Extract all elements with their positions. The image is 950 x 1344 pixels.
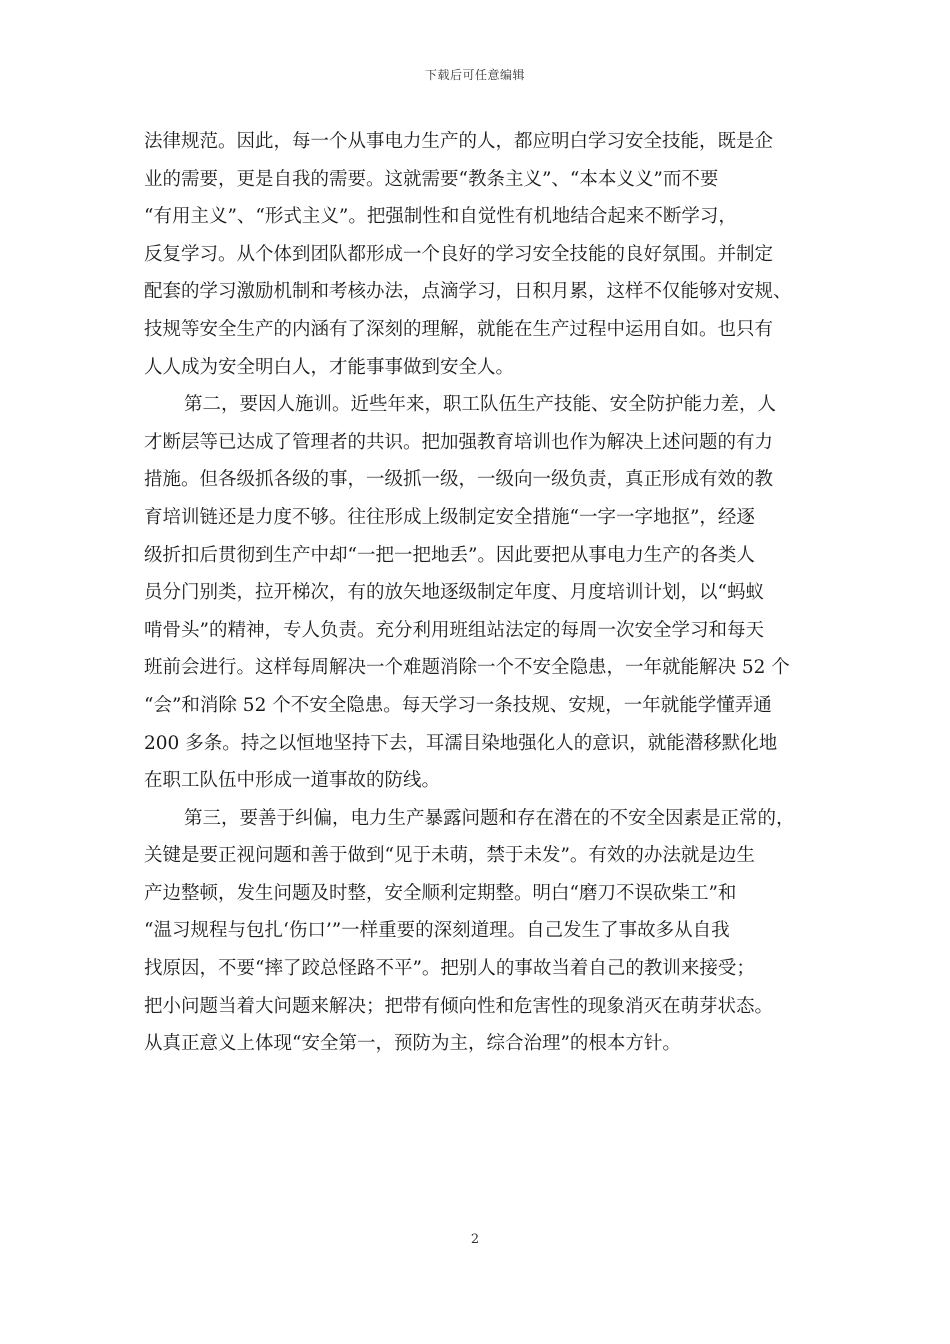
header-note: 下载后可任意编辑 (424, 68, 525, 82)
text-line: 员分门别类，拉开梯次，有的放矢地逐级制定年度、月度培训计划，以“蚂蚁 (144, 582, 764, 604)
text-line: 200 多条。持之以恒地坚持下去，耳濡目染地强化人的意识，就能潜移默化地 (144, 732, 778, 754)
text-line: 啃骨头”的精神，专人负责。充分利用班组站法定的每周一次安全学习和每天 (144, 619, 764, 641)
page-number: 2 (470, 1232, 480, 1247)
text-line: 找原因，不要“摔了跤总怪路不平”。把别人的事故当着自己的教训来接受； (144, 958, 755, 980)
paragraph-start-line: 第二，要因人施训。近些年来，职工队伍生产技能、安全防护能力差，人 (184, 394, 777, 416)
text-line: 反复学习。从个体到团队都形成一个良好的学习安全技能的良好氛围。并制定 (144, 243, 774, 265)
text-line: 才断层等已达成了管理者的共识。把加强教育培训也作为解决上述问题的有力 (144, 431, 774, 453)
text-line: 措施。但各级抓各级的事，一级抓一级，一级向一级负责，真正形成有效的教 (144, 469, 774, 491)
text-line: 育培训链还是力度不够。往往形成上级制定安全措施“一字一字地抠”，经逐 (144, 506, 755, 528)
document-body (144, 123, 808, 1063)
text-line: “温习规程与包扎‘伤口’”一样重要的深刻道理。自己发生了事故多从自我 (144, 920, 730, 942)
text-line: 配套的学习激励机制和考核办法，点滴学习，日积月累，这样不仅能够对安规、 (144, 281, 792, 303)
text-line: 人人成为安全明白人，才能事事做到安全人。 (144, 356, 515, 378)
text-line: 关键是要正视问题和善于做到“见于未萌，禁于未发”。有效的办法就是边生 (144, 845, 755, 867)
text-line: 把小问题当着大问题来解决；把带有倾向性和危害性的现象消灭在萌芽状态。 (144, 995, 774, 1017)
text-line: “会”和消除 52 个不安全隐患。每天学习一条技规、安规，一年就能学懂弄通 (144, 694, 772, 716)
text-line: 级折扣后贯彻到生产中却“一把一把地丢”。因此要把从事电力生产的各类人 (144, 544, 755, 566)
text-line: 产边整顿，发生问题及时整，安全顺利定期整。明白“磨刀不误砍柴工”和 (144, 882, 737, 904)
text-line: 在职工队伍中形成一道事故的防线。 (144, 770, 441, 792)
text-line: 业的需要，更是自我的需要。这就需要“教条主义”、“本本义义”而不要 (144, 168, 719, 190)
text-line: 从真正意义上体现“安全第一，预防为主，综合治理”的根本方针。 (144, 1033, 681, 1055)
text-line: “有用主义”、“形式主义”。把强制性和自觉性有机地结合起来不断学习， (144, 206, 737, 228)
text-line: 法律规范。因此，每一个从事电力生产的人，都应明白学习安全技能，既是企 (144, 131, 774, 152)
paragraph-start-line: 第三，要善于纠偏，电力生产暴露问题和存在潜在的不安全因素是正常的， (184, 807, 795, 829)
text-line: 技规等安全生产的内涵有了深刻的理解，就能在生产过程中运用自如。也只有 (144, 318, 774, 340)
text-line: 班前会进行。这样每周解决一个难题消除一个不安全隐患，一年就能解决 52 个 (144, 657, 790, 679)
